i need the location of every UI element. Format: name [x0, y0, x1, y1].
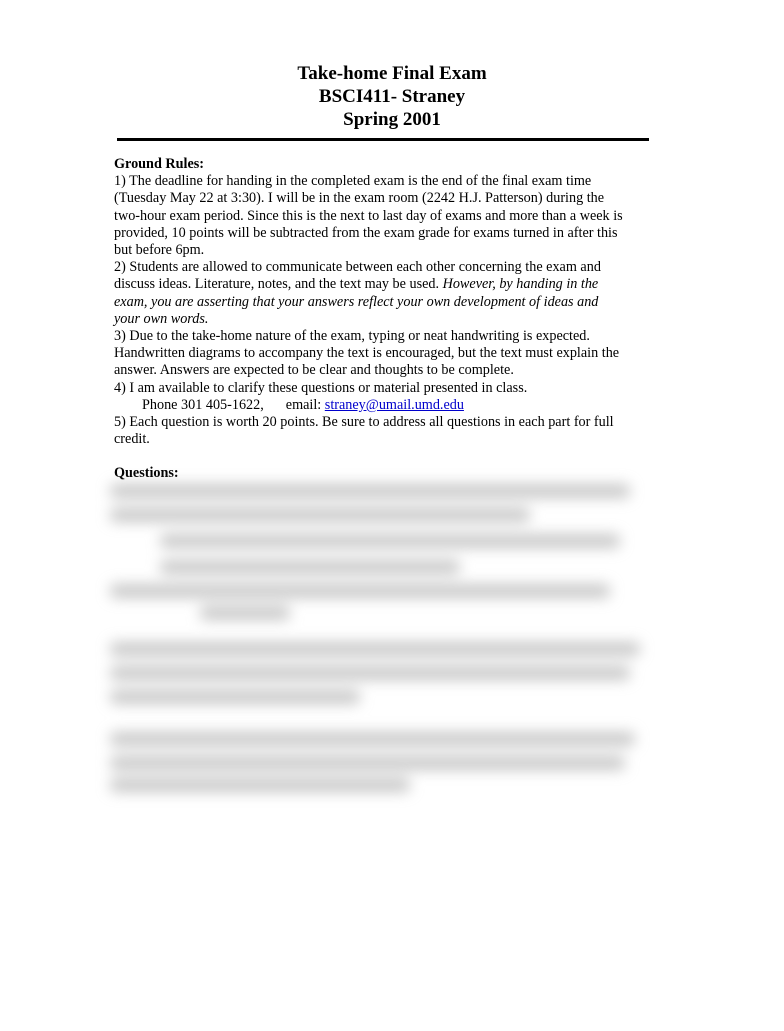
ground-rules-heading: Ground Rules:	[114, 156, 205, 172]
ground-rules-section	[114, 156, 644, 483]
rule-2-italic-line: your own words.	[114, 310, 209, 327]
rule-3-line: 3) Due to the take-home nature of the exam, typing or neat handwriting is expected.	[114, 328, 590, 345]
blurred-line	[110, 778, 410, 792]
email-label: email:	[285, 396, 325, 413]
blurred-line	[110, 666, 630, 680]
blurred-line	[110, 732, 635, 746]
contact-line	[114, 397, 644, 414]
blurred-questions	[100, 478, 660, 818]
exam-title: Take-home Final Exam	[297, 63, 487, 84]
blurred-line	[200, 606, 290, 620]
blurred-line	[110, 508, 530, 522]
rule-2-line: 2) Students are allowed to communicate between each other concerning the exam and	[114, 259, 601, 276]
header-divider	[117, 138, 649, 141]
questions-heading: Questions:	[114, 465, 179, 482]
rule-2-text: discuss ideas. Literature, notes, and the text may be used.	[114, 276, 443, 293]
blurred-line	[110, 484, 630, 498]
blurred-line	[110, 642, 640, 656]
email-link[interactable]: straney@umail.umd.edu	[324, 396, 464, 413]
rule-5-line: credit.	[114, 431, 150, 448]
rule-1-line: 1) The deadline for handing in the completed exam is the end of the final exam time	[114, 173, 592, 190]
blurred-line	[110, 756, 625, 770]
blurred-line	[160, 560, 460, 574]
blurred-line	[110, 690, 360, 704]
rule-1-line: two-hour exam period. Since this is the next to last day of exams and more than a week is	[114, 207, 623, 224]
rule-3-line: Handwritten diagrams to accompany the text is encouraged, but the text must explain the	[114, 345, 620, 362]
rule-3-line: answer. Answers are expected to be clear and thoughts to be complete.	[114, 362, 514, 379]
rule-1-line: but before 6pm.	[114, 242, 205, 259]
phone-text: Phone 301 405-1622,	[142, 396, 264, 413]
blurred-line	[110, 584, 610, 598]
rule-5-line: 5) Each question is worth 20 points. Be sure to address all questions in each part for full	[114, 414, 614, 431]
blurred-line	[160, 534, 620, 548]
term-title: Spring 2001	[343, 109, 441, 130]
rule-2-italic-line: exam, you are asserting that your answers reflect your own development of ideas and	[114, 293, 599, 310]
rule-1-line: provided, 10 points will be subtracted from the exam grade for exams turned in after this	[114, 224, 618, 241]
rule-2-line	[114, 276, 644, 293]
rule-2-italic-text: However, by handing in the	[442, 276, 599, 293]
rule-4-line: 4) I am available to clarify these questions or material presented in class.	[114, 379, 528, 396]
course-title: BSCI411- Straney	[318, 86, 466, 107]
rule-1-line: (Tuesday May 22 at 3:30). I will be in the exam room (2242 H.J. Patterson) during the	[114, 190, 605, 207]
